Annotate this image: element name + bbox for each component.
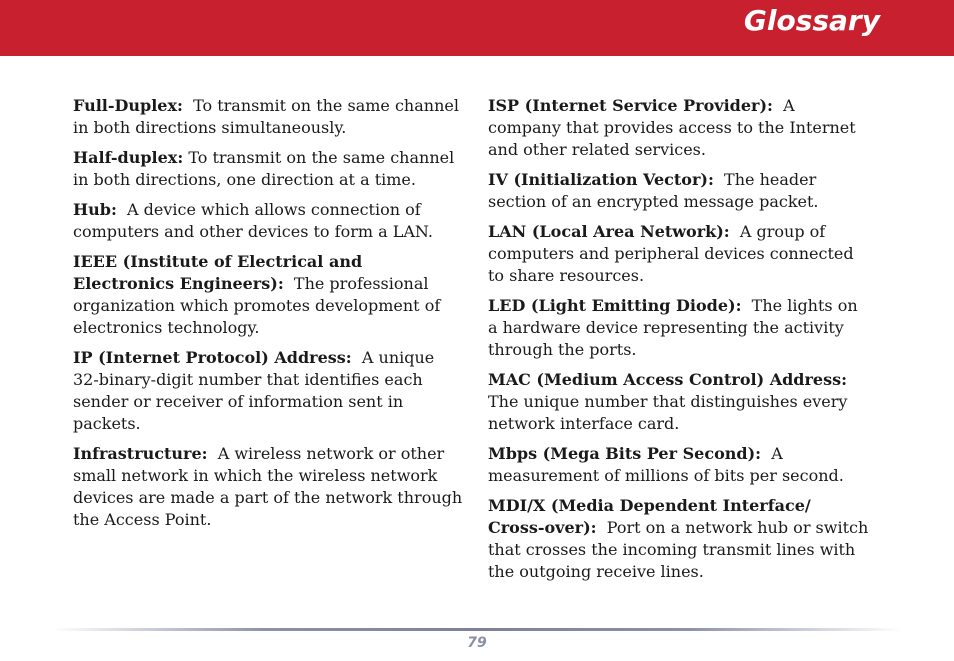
glossary-entry <box>488 443 870 487</box>
glossary-term: IP (Internet Protocol) Address: <box>73 348 352 367</box>
glossary-definition: To transmit on the same channel in both directions simultaneously. <box>73 96 459 137</box>
page-title: Glossary <box>743 4 880 37</box>
glossary-entry <box>488 495 870 583</box>
glossary-entry <box>488 369 870 435</box>
glossary-entry <box>73 443 465 531</box>
glossary-definition: To transmit on the same channel in both directions, one direction at a time. <box>73 148 455 189</box>
glossary-term: Infrastructure: <box>73 444 208 463</box>
glossary-entry <box>73 95 465 139</box>
glossary-definition: A measurement of millions of bits per second. <box>488 444 844 485</box>
glossary-term: LAN (Local Area Network): <box>488 222 730 241</box>
glossary-entry <box>488 295 870 361</box>
glossary-term: LED (Light Emitting Diode): <box>488 296 742 315</box>
glossary-entry <box>488 95 870 161</box>
glossary-term: Hub: <box>73 200 117 219</box>
glossary-term: Full-Duplex: <box>73 96 183 115</box>
glossary-definition: A unique 32-binary-digit number that identifies each sender or receiver of information sent in packets. <box>73 348 435 433</box>
glossary-definition: The header section of an encrypted message packet. <box>488 170 819 211</box>
glossary-term: Mbps (Mega Bits Per Second): <box>488 444 762 463</box>
glossary-entry <box>73 147 465 191</box>
page-number: 79 <box>467 635 487 651</box>
glossary-definition: A group of computers and peripheral devices connected to share resources. <box>488 222 854 285</box>
glossary-definition: A company that provides access to the Internet and other related services. <box>488 96 856 159</box>
glossary-entry <box>73 199 465 243</box>
glossary-entry <box>488 221 870 287</box>
footer-divider <box>52 628 902 631</box>
header-bar <box>0 0 954 56</box>
glossary-entry <box>73 347 465 435</box>
glossary-term: IV (Initialization Vector): <box>488 170 714 189</box>
glossary-entry <box>488 169 870 213</box>
glossary-definition: The lights on a hardware device representing the activity through the ports. <box>488 296 858 359</box>
glossary-definition: The professional organization which promotes development of electronics technology. <box>73 274 441 337</box>
glossary-definition: Port on a network hub or switch that crosses the incoming transmit lines with the outgoing receive lines. <box>488 518 869 581</box>
glossary-term: Half-duplex: <box>73 148 184 167</box>
glossary-definition: A wireless network or other small network in which the wireless network devices are made a part of the network through the Access Point. <box>73 444 463 529</box>
glossary-term: IEEE (Institute of Electrical and Electronics Engineers): <box>73 252 363 293</box>
glossary-definition: A device which allows connection of computers and other devices to form a LAN. <box>73 200 433 241</box>
glossary-column-left <box>73 95 465 539</box>
glossary-column-right <box>488 95 870 591</box>
glossary-definition: The unique number that distinguishes every network interface card. <box>488 392 848 433</box>
glossary-entry <box>73 251 465 339</box>
glossary-term: MDI/X (Media Dependent Interface/ Cross-over): <box>488 496 811 537</box>
glossary-term: MAC (Medium Access Control) Address: <box>488 370 848 389</box>
glossary-term: ISP (Internet Service Provider): <box>488 96 773 115</box>
